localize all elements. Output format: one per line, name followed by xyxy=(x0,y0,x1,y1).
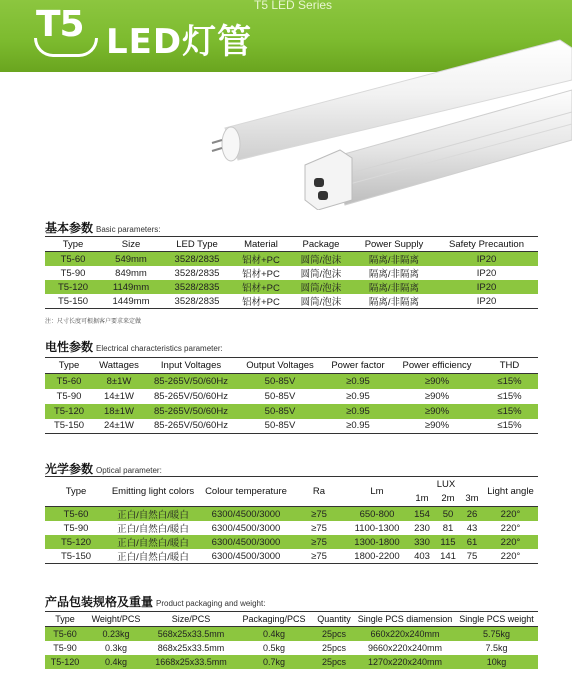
table-row xyxy=(45,627,538,641)
col-header: Light angle xyxy=(483,477,538,507)
cell: 铝材+PC xyxy=(233,252,289,267)
cell: T5-120 xyxy=(45,280,101,294)
cell: ≥0.95 xyxy=(323,374,393,389)
col-header: Emitting light colors xyxy=(107,477,199,507)
cell: ≥90% xyxy=(393,389,481,404)
col-subheader: 3m xyxy=(461,492,483,507)
cell: 9660x220x240mm xyxy=(355,641,455,655)
col-header: Power efficiency xyxy=(393,358,481,374)
table-row xyxy=(45,294,538,309)
col-header: THD xyxy=(481,358,538,374)
cell: 403 xyxy=(409,549,435,564)
cell: 圆筒/泡沫 xyxy=(289,266,353,280)
col-header: Colour temperature xyxy=(199,477,293,507)
cell: ≥75 xyxy=(293,549,345,564)
cell: 50-85V xyxy=(237,374,323,389)
cell: 1100-1300 xyxy=(345,521,409,535)
cell: 154 xyxy=(409,507,435,522)
cell: 115 xyxy=(435,535,461,549)
cell: 0.4kg xyxy=(85,655,147,669)
cell: 10kg xyxy=(455,655,538,669)
cell: T5-90 xyxy=(45,521,107,535)
cell: T5-120 xyxy=(45,655,85,669)
cell: 铝材+PC xyxy=(233,294,289,309)
packaging-title-en: Product packaging and weight: xyxy=(156,599,266,608)
cell: 75 xyxy=(461,549,483,564)
cell: 50-85V xyxy=(237,389,323,404)
cell: 25pcs xyxy=(313,641,355,655)
col-header: Input Voltages xyxy=(145,358,237,374)
cell: 正白/自然白/暖白 xyxy=(107,549,199,564)
cell: 81 xyxy=(435,521,461,535)
electrical-params-table xyxy=(45,357,538,434)
cell: 549mm xyxy=(101,252,161,267)
basic-params-table xyxy=(45,236,538,309)
optical-params-table xyxy=(45,476,538,564)
table-row xyxy=(45,655,538,669)
cell: 铝材+PC xyxy=(233,266,289,280)
cell: IP20 xyxy=(435,294,538,309)
cell: 1449mm xyxy=(101,294,161,309)
col-header: Weight/PCS xyxy=(85,612,147,627)
cell: T5-60 xyxy=(45,627,85,641)
col-header: Lm xyxy=(345,477,409,507)
cell: 220° xyxy=(483,535,538,549)
col-header: Material xyxy=(233,237,289,252)
cell: T5-90 xyxy=(45,266,101,280)
cell: T5-120 xyxy=(45,535,107,549)
cell: 868x25x33.5mm xyxy=(147,641,235,655)
cell: T5-60 xyxy=(45,507,107,522)
cell: 25pcs xyxy=(313,627,355,641)
cell: 43 xyxy=(461,521,483,535)
cell: 18±1W xyxy=(93,404,145,419)
cell: ≤15% xyxy=(481,389,538,404)
cell: 50 xyxy=(435,507,461,522)
cell: 14±1W xyxy=(93,389,145,404)
table-header-row xyxy=(45,612,538,627)
col-header: Size/PCS xyxy=(147,612,235,627)
optical-params-heading xyxy=(45,460,162,477)
cell: 25pcs xyxy=(313,655,355,669)
cell: 220° xyxy=(483,521,538,535)
cell: 隔离/非隔离 xyxy=(353,252,435,267)
col-header: Single PCS diamension xyxy=(355,612,455,627)
cell: ≤15% xyxy=(481,404,538,419)
cell: 6300/4500/3000 xyxy=(199,535,293,549)
electrical-params-heading xyxy=(45,338,223,355)
table-row xyxy=(45,374,538,389)
cell: ≥75 xyxy=(293,507,345,522)
cell: ≥75 xyxy=(293,521,345,535)
cell: 6300/4500/3000 xyxy=(199,549,293,564)
col-header: Type xyxy=(45,358,93,374)
page-title: LED灯管 xyxy=(106,22,253,62)
col-header: Type xyxy=(45,237,101,252)
cell: ≤15% xyxy=(481,419,538,434)
cell: IP20 xyxy=(435,252,538,267)
table-row xyxy=(45,266,538,280)
cell: 50-85V xyxy=(237,404,323,419)
cell: T5-120 xyxy=(45,404,93,419)
table-row xyxy=(45,535,538,549)
cell: T5-60 xyxy=(45,252,101,267)
cell: 1270x220x240mm xyxy=(355,655,455,669)
cell: 0.5kg xyxy=(235,641,313,655)
col-subheader: 2m xyxy=(435,492,461,507)
col-header: Size xyxy=(101,237,161,252)
col-header: Wattages xyxy=(93,358,145,374)
col-header: Power Supply xyxy=(353,237,435,252)
table-row xyxy=(45,252,538,267)
cell: 1149mm xyxy=(101,280,161,294)
cell: 正白/自然白/暖白 xyxy=(107,507,199,522)
optical-title-en: Optical parameter: xyxy=(96,466,162,475)
cell: 61 xyxy=(461,535,483,549)
electrical-title-cn: 电性参数 xyxy=(45,340,94,354)
table-row xyxy=(45,419,538,434)
cell: T5-150 xyxy=(45,294,101,309)
packaging-title-cn: 产品包装规格及重量 xyxy=(45,595,154,609)
cell: 5.75kg xyxy=(455,627,538,641)
cell: ≥0.95 xyxy=(323,389,393,404)
cell: 141 xyxy=(435,549,461,564)
col-header: Output Voltages xyxy=(237,358,323,374)
basic-params-heading xyxy=(45,219,160,236)
col-header: Safety Precaution xyxy=(435,237,538,252)
series-label: T5 LED Series xyxy=(254,0,333,12)
cell: T5-90 xyxy=(45,389,93,404)
cell: ≥90% xyxy=(393,404,481,419)
col-header: Single PCS weight xyxy=(455,612,538,627)
table-header-row xyxy=(45,358,538,374)
packaging-heading xyxy=(45,593,265,610)
cell: IP20 xyxy=(435,280,538,294)
table-header-row xyxy=(45,237,538,252)
size-note: 注：尺寸长度可根据客户要求来定做 xyxy=(45,319,142,325)
cell: 3528/2835 xyxy=(161,294,233,309)
cell: 220° xyxy=(483,549,538,564)
cell: 85-265V/50/60Hz xyxy=(145,404,237,419)
cell: 7.5kg xyxy=(455,641,538,655)
col-header: Type xyxy=(45,477,107,507)
cell: 330 xyxy=(409,535,435,549)
cell: 220° xyxy=(483,507,538,522)
col-header: Type xyxy=(45,612,85,627)
packaging-table xyxy=(45,611,538,669)
col-header: Ra xyxy=(293,477,345,507)
cell: T5-150 xyxy=(45,419,93,434)
cell: 85-265V/50/60Hz xyxy=(145,374,237,389)
cell: IP20 xyxy=(435,266,538,280)
cell: 85-265V/50/60Hz xyxy=(145,419,237,434)
cell: 6300/4500/3000 xyxy=(199,521,293,535)
cell: T5-90 xyxy=(45,641,85,655)
cell: 圆筒/泡沫 xyxy=(289,294,353,309)
table-row xyxy=(45,641,538,655)
table-row xyxy=(45,549,538,564)
cell: 230 xyxy=(409,521,435,535)
cell: ≥0.95 xyxy=(323,419,393,434)
cell: T5-60 xyxy=(45,374,93,389)
col-header: LUX xyxy=(409,477,483,492)
cell: 3528/2835 xyxy=(161,252,233,267)
table-row xyxy=(45,389,538,404)
cell: 1800-2200 xyxy=(345,549,409,564)
col-header: Packaging/PCS xyxy=(235,612,313,627)
cell: 0.4kg xyxy=(235,627,313,641)
cell: ≥90% xyxy=(393,374,481,389)
cell: 660x220x240mm xyxy=(355,627,455,641)
cell: 849mm xyxy=(101,266,161,280)
cell: 正白/自然白/暖白 xyxy=(107,521,199,535)
table-row xyxy=(45,507,538,522)
col-header: Package xyxy=(289,237,353,252)
table-row xyxy=(45,280,538,294)
table-row xyxy=(45,521,538,535)
cell: T5-150 xyxy=(45,549,107,564)
t5-logo: T5 xyxy=(36,4,84,45)
cell: 1300-1800 xyxy=(345,535,409,549)
cell: 8±1W xyxy=(93,374,145,389)
optical-title-cn: 光学参数 xyxy=(45,462,94,476)
cell: 0.7kg xyxy=(235,655,313,669)
cell: 3528/2835 xyxy=(161,266,233,280)
cell: 26 xyxy=(461,507,483,522)
cell: 正白/自然白/暖白 xyxy=(107,535,199,549)
cell: 隔离/非隔离 xyxy=(353,266,435,280)
cell: 0.3kg xyxy=(85,641,147,655)
cell: 3528/2835 xyxy=(161,280,233,294)
cell: 24±1W xyxy=(93,419,145,434)
electrical-title-en: Electrical characteristics parameter: xyxy=(96,344,223,353)
cell: ≥75 xyxy=(293,535,345,549)
cell: 0.23kg xyxy=(85,627,147,641)
cell: 隔离/非隔离 xyxy=(353,280,435,294)
cell: ≥90% xyxy=(393,419,481,434)
cell: ≤15% xyxy=(481,374,538,389)
basic-title-en: Basic parameters: xyxy=(96,225,161,234)
cell: 568x25x33.5mm xyxy=(147,627,235,641)
cell: 6300/4500/3000 xyxy=(199,507,293,522)
led-tube-product-image xyxy=(0,0,572,210)
cell: 85-265V/50/60Hz xyxy=(145,389,237,404)
table-header-row xyxy=(45,477,538,492)
cell: 隔离/非隔离 xyxy=(353,294,435,309)
cell: ≥0.95 xyxy=(323,404,393,419)
cell: 圆筒/泡沫 xyxy=(289,252,353,267)
cell: 铝材+PC xyxy=(233,280,289,294)
table-row xyxy=(45,404,538,419)
cell: 650-800 xyxy=(345,507,409,522)
cell: 圆筒/泡沫 xyxy=(289,280,353,294)
cell: 1668x25x33.5mm xyxy=(147,655,235,669)
col-header: Power factor xyxy=(323,358,393,374)
cell: 50-85V xyxy=(237,419,323,434)
col-subheader: 1m xyxy=(409,492,435,507)
col-header: LED Type xyxy=(161,237,233,252)
basic-title-cn: 基本参数 xyxy=(45,221,94,235)
col-header: Quantity xyxy=(313,612,355,627)
